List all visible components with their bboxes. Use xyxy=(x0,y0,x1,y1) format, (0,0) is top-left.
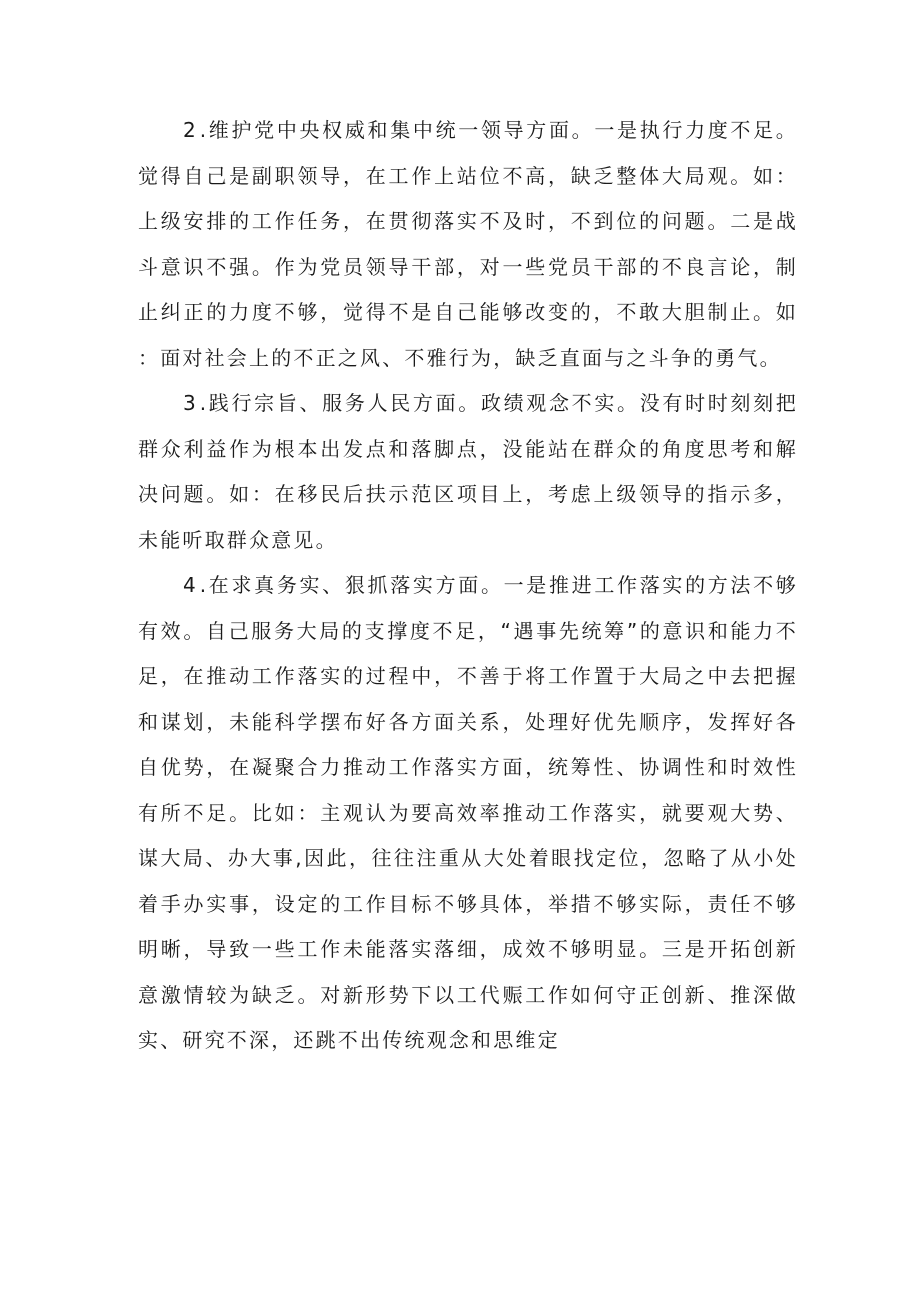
paragraph-number: 4 xyxy=(183,573,198,597)
paragraph-item-2 xyxy=(138,108,798,381)
paragraph-number: 3 xyxy=(183,391,198,415)
paragraph-number: 2 xyxy=(183,118,198,142)
paragraph-item-4 xyxy=(138,563,798,1064)
paragraph-text: .践行宗旨、服务人民方面。政绩观念不实。没有时时刻刻把群众利益作为根本出发点和落脚点，没能站在群众的角度思考和解决问题。如：在移民后扶示范区项目上，考虑上级领导的指示多，未能听取群众意见。 xyxy=(138,391,798,552)
document-body xyxy=(138,108,798,1064)
paragraph-item-3 xyxy=(138,381,798,563)
paragraph-text: .在求真务实、狠抓落实方面。一是推进工作落实的方法不够有效。自己服务大局的支撑度不足，“遇事先统筹”的意识和能力不足，在推动工作落实的过程中，不善于将工作置于大局之中去把握和谋划，未能科学摆布好各方面关系，处理好优先顺序，发挥好各自优势，在凝聚合力推动工作落实方面，统筹性、协调性和时效性有所不足。比如：主观认为要高效率推动工作落实，就要观大势、谋大局、办大事,因此，往往注重从大处着眼找定位，忽略了从小处着手办实事，设定的工作目标不够具体，举措不够实际，责任不够明晰，导致一些工作未能落实落细，成效不够明显。三是开拓创新意激情较为缺乏。对新形势下以工代赈工作如何守正创新、推深做实、研究不深，还跳不出传统观念和思维定 xyxy=(138,573,798,1052)
paragraph-text: .维护党中央权威和集中统一领导方面。一是执行力度不足。觉得自己是副职领导，在工作上站位不高，缺乏整体大局观。如：上级安排的工作任务，在贯彻落实不及时，不到位的问题。二是战斗意识不强。作为党员领导干部，对一些党员干部的不良言论，制止纠正的力度不够，觉得不是自己能够改变的，不敢大胆制止。如：面对社会上的不正之风、不雅行为，缺乏直面与之斗争的勇气。 xyxy=(138,118,798,370)
